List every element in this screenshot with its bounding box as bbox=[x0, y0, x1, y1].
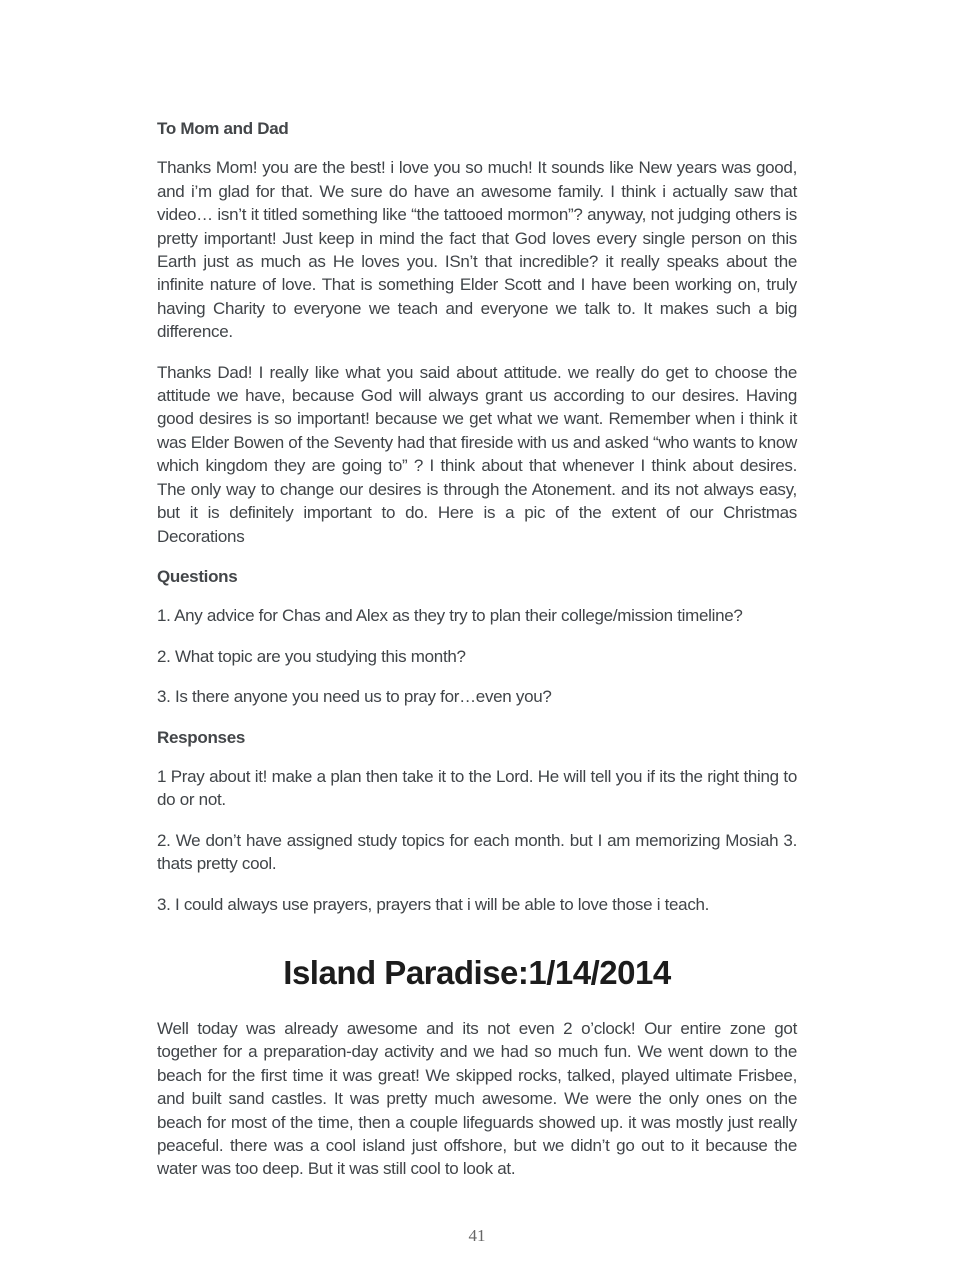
response-item-1: 1 Pray about it! make a plan then take it to the Lord. He will tell you if its the right thing to do or not. bbox=[157, 766, 797, 810]
paragraph-thanks-mom: Thanks Mom! you are the best! i love you so much! It sounds like New years was good, and i’m glad for that. We sure do have an awesome family. I think i actually saw that video… isn’t it titled something like “the tattooed mormon”? anyway, not judging others is pretty important! Just keep in mind the fact that God loves every single person on this Earth just as much as He loves you. ISn’t that incredible? it really speaks about the infinite nature of love. That is something Elder Scott and I have been working on, truly having Charity to everyone we teach and everyone we talk to. It makes such a big difference. bbox=[157, 158, 797, 342]
paragraph-island-paradise: Well today was already awesome and its not even 2 o’clock! Our entire zone got together for a preparation-day activity and we had so much fun. We went down to the beach for the first time it was great! We skipped rocks, talked, played ultimate Frisbee, and built sand castles. It was pretty much awesome. We were the only ones on the beach for most of the time, then a couple lifeguards showed up. it was mostly just really peaceful. there was a cool island just offshore, but we didn’t go out to it because the water was too deep. But it was still cool to look at. bbox=[157, 1018, 797, 1179]
question-item-1: 1. Any advice for Chas and Alex as they try to plan their college/mission timeline? bbox=[157, 606, 743, 626]
question-item-2: 2. What topic are you studying this month? bbox=[157, 646, 466, 666]
heading-questions: Questions bbox=[157, 566, 238, 586]
page-content bbox=[157, 0, 797, 1181]
question-item-3: 3. Is there anyone you need us to pray for…even you? bbox=[157, 687, 552, 707]
heading-responses: Responses bbox=[157, 727, 246, 747]
response-item-2: 2. We don’t have assigned study topics for each month. but I am memorizing Mosiah 3. thats pretty cool. bbox=[157, 830, 797, 874]
post-title: Island Paradise:1/14/2014 bbox=[283, 953, 671, 991]
paragraph-thanks-dad: Thanks Dad! I really like what you said about attitude. we really do get to choose the attitude we have, because God will always grant us according to our desires. Having good desires is so important! because we get what we want. Remember when i think it was Elder Bowen of the Seventy had that fireside with us and asked “who wants to know which kingdom they are going to” ? I think about that whenever I think about desires. The only way to change our desires is through the Atonement. and its not always easy, but it is definitely important to do. Here is a pic of the extent of our Christmas Decorations bbox=[157, 362, 797, 546]
response-item-3: 3. I could always use prayers, prayers that i will be able to love those i teach. bbox=[157, 894, 710, 914]
page-number: 41 bbox=[468, 1226, 486, 1245]
heading-to-mom-and-dad: To Mom and Dad bbox=[157, 119, 289, 138]
